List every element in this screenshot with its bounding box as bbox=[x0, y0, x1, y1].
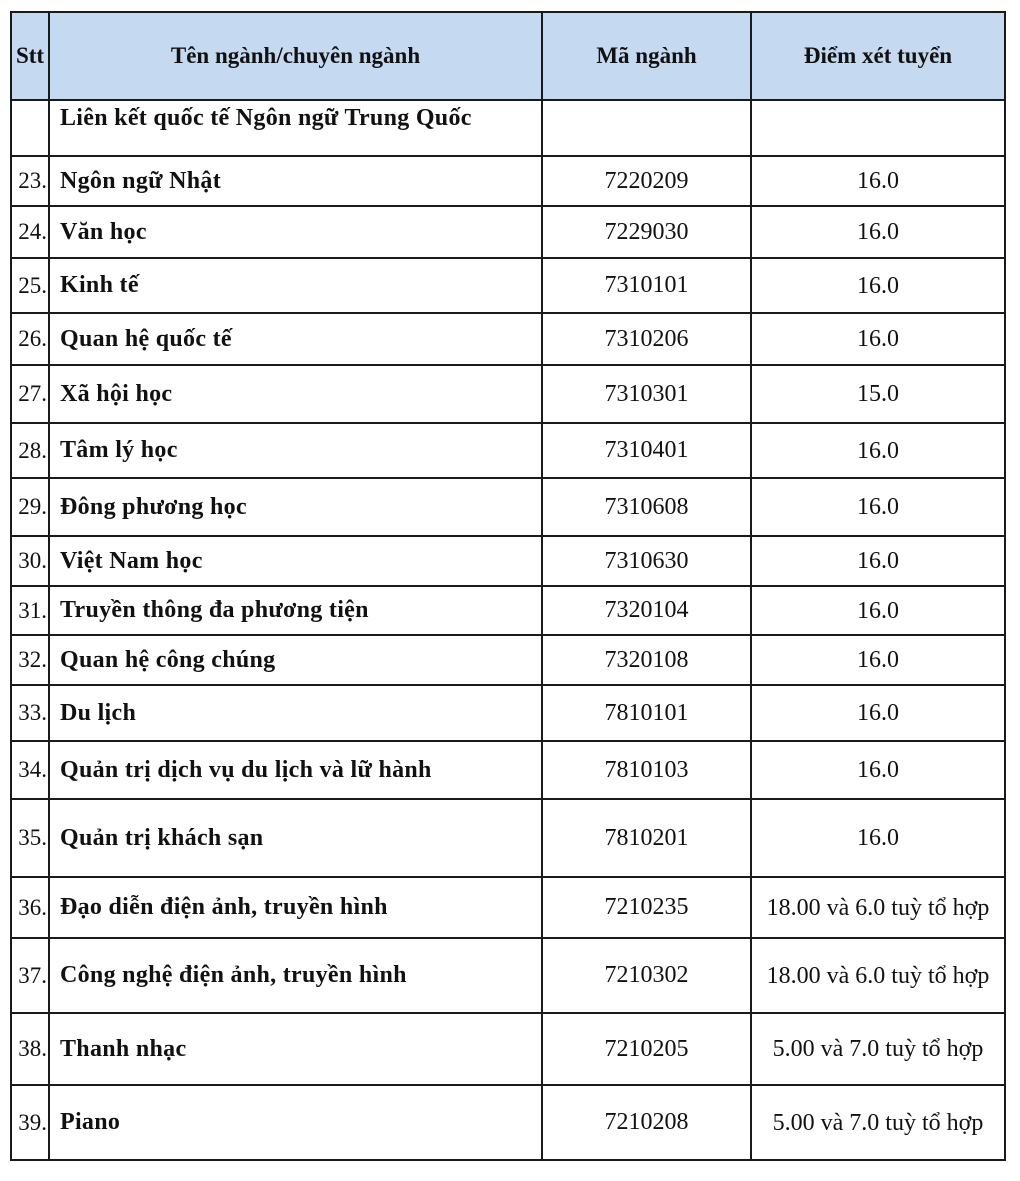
stt-cell: 23. bbox=[11, 156, 49, 206]
table-row bbox=[11, 156, 1005, 206]
table-row bbox=[11, 635, 1005, 685]
stt-cell: 35. bbox=[11, 799, 49, 877]
table-row bbox=[11, 206, 1005, 258]
major-name-cell: Truyền thông đa phương tiện bbox=[49, 586, 542, 635]
score-cell: 5.00 và 7.0 tuỳ tổ hợp bbox=[751, 1013, 1005, 1085]
table-row bbox=[11, 258, 1005, 313]
stt-cell: 29. bbox=[11, 478, 49, 536]
major-code-cell: 7220209 bbox=[542, 156, 751, 206]
header-score: Điểm xét tuyển bbox=[751, 12, 1005, 100]
major-code-cell: 7229030 bbox=[542, 206, 751, 258]
major-name-cell: Thanh nhạc bbox=[49, 1013, 542, 1085]
table-row bbox=[11, 1013, 1005, 1085]
major-name-cell: Quan hệ quốc tế bbox=[49, 313, 542, 365]
major-name-cell: Piano bbox=[49, 1085, 542, 1160]
stt-cell: 34. bbox=[11, 741, 49, 799]
header-name: Tên ngành/chuyên ngành bbox=[49, 12, 542, 100]
stt-cell: 31. bbox=[11, 586, 49, 635]
major-name-cell: Kinh tế bbox=[49, 258, 542, 313]
table-row bbox=[11, 586, 1005, 635]
stt-cell: 39. bbox=[11, 1085, 49, 1160]
header-code: Mã ngành bbox=[542, 12, 751, 100]
score-cell: 16.0 bbox=[751, 586, 1005, 635]
major-code-cell: 7210208 bbox=[542, 1085, 751, 1160]
stt-cell: 33. bbox=[11, 685, 49, 741]
header-stt: Stt bbox=[11, 12, 49, 100]
table-row bbox=[11, 365, 1005, 423]
major-code-cell: 7310101 bbox=[542, 258, 751, 313]
score-cell: 16.0 bbox=[751, 741, 1005, 799]
group-code-cell bbox=[542, 100, 751, 156]
major-name-cell: Tâm lý học bbox=[49, 423, 542, 478]
table-row bbox=[11, 877, 1005, 938]
score-cell: 16.0 bbox=[751, 685, 1005, 741]
major-name-cell: Đạo diễn điện ảnh, truyền hình bbox=[49, 877, 542, 938]
stt-cell: 37. bbox=[11, 938, 49, 1013]
score-cell: 18.00 và 6.0 tuỳ tổ hợp bbox=[751, 877, 1005, 938]
major-code-cell: 7310608 bbox=[542, 478, 751, 536]
score-cell: 16.0 bbox=[751, 536, 1005, 586]
major-name-cell: Xã hội học bbox=[49, 365, 542, 423]
major-name-cell: Du lịch bbox=[49, 685, 542, 741]
table-row bbox=[11, 799, 1005, 877]
table-row bbox=[11, 423, 1005, 478]
major-name-cell: Đông phương học bbox=[49, 478, 542, 536]
score-cell: 16.0 bbox=[751, 478, 1005, 536]
score-cell: 16.0 bbox=[751, 206, 1005, 258]
stt-cell: 30. bbox=[11, 536, 49, 586]
score-cell: 16.0 bbox=[751, 635, 1005, 685]
score-cell: 16.0 bbox=[751, 423, 1005, 478]
major-code-cell: 7810201 bbox=[542, 799, 751, 877]
stt-cell: 27. bbox=[11, 365, 49, 423]
table-row bbox=[11, 1085, 1005, 1160]
table-row bbox=[11, 313, 1005, 365]
major-name-cell: Quan hệ công chúng bbox=[49, 635, 542, 685]
major-code-cell: 7210205 bbox=[542, 1013, 751, 1085]
group-label: Liên kết quốc tế Ngôn ngữ Trung Quốc bbox=[49, 100, 542, 156]
table-row bbox=[11, 478, 1005, 536]
stt-cell: 38. bbox=[11, 1013, 49, 1085]
table-row bbox=[11, 685, 1005, 741]
header-row bbox=[11, 12, 1005, 100]
admission-scores-table bbox=[10, 11, 1006, 1161]
table-row bbox=[11, 938, 1005, 1013]
stt-cell: 25. bbox=[11, 258, 49, 313]
major-code-cell: 7810103 bbox=[542, 741, 751, 799]
major-name-cell: Quản trị khách sạn bbox=[49, 799, 542, 877]
major-name-cell: Công nghệ điện ảnh, truyền hình bbox=[49, 938, 542, 1013]
major-code-cell: 7310630 bbox=[542, 536, 751, 586]
score-cell: 16.0 bbox=[751, 156, 1005, 206]
major-name-cell: Văn học bbox=[49, 206, 542, 258]
stt-cell: 28. bbox=[11, 423, 49, 478]
table-row bbox=[11, 741, 1005, 799]
major-code-cell: 7310301 bbox=[542, 365, 751, 423]
score-cell: 15.0 bbox=[751, 365, 1005, 423]
stt-cell: 24. bbox=[11, 206, 49, 258]
table-row bbox=[11, 536, 1005, 586]
score-cell: 16.0 bbox=[751, 313, 1005, 365]
major-code-cell: 7320104 bbox=[542, 586, 751, 635]
major-code-cell: 7310206 bbox=[542, 313, 751, 365]
major-code-cell: 7210302 bbox=[542, 938, 751, 1013]
major-code-cell: 7210235 bbox=[542, 877, 751, 938]
group-score-cell bbox=[751, 100, 1005, 156]
major-code-cell: 7810101 bbox=[542, 685, 751, 741]
stt-cell: 26. bbox=[11, 313, 49, 365]
major-code-cell: 7320108 bbox=[542, 635, 751, 685]
major-name-cell: Quản trị dịch vụ du lịch và lữ hành bbox=[49, 741, 542, 799]
score-cell: 16.0 bbox=[751, 258, 1005, 313]
score-cell: 18.00 và 6.0 tuỳ tổ hợp bbox=[751, 938, 1005, 1013]
major-name-cell: Việt Nam học bbox=[49, 536, 542, 586]
major-code-cell: 7310401 bbox=[542, 423, 751, 478]
score-cell: 16.0 bbox=[751, 799, 1005, 877]
group-row bbox=[11, 100, 1005, 156]
score-cell: 5.00 và 7.0 tuỳ tổ hợp bbox=[751, 1085, 1005, 1160]
stt-cell: 32. bbox=[11, 635, 49, 685]
stt-cell: 36. bbox=[11, 877, 49, 938]
group-stt-cell bbox=[11, 100, 49, 156]
major-name-cell: Ngôn ngữ Nhật bbox=[49, 156, 542, 206]
